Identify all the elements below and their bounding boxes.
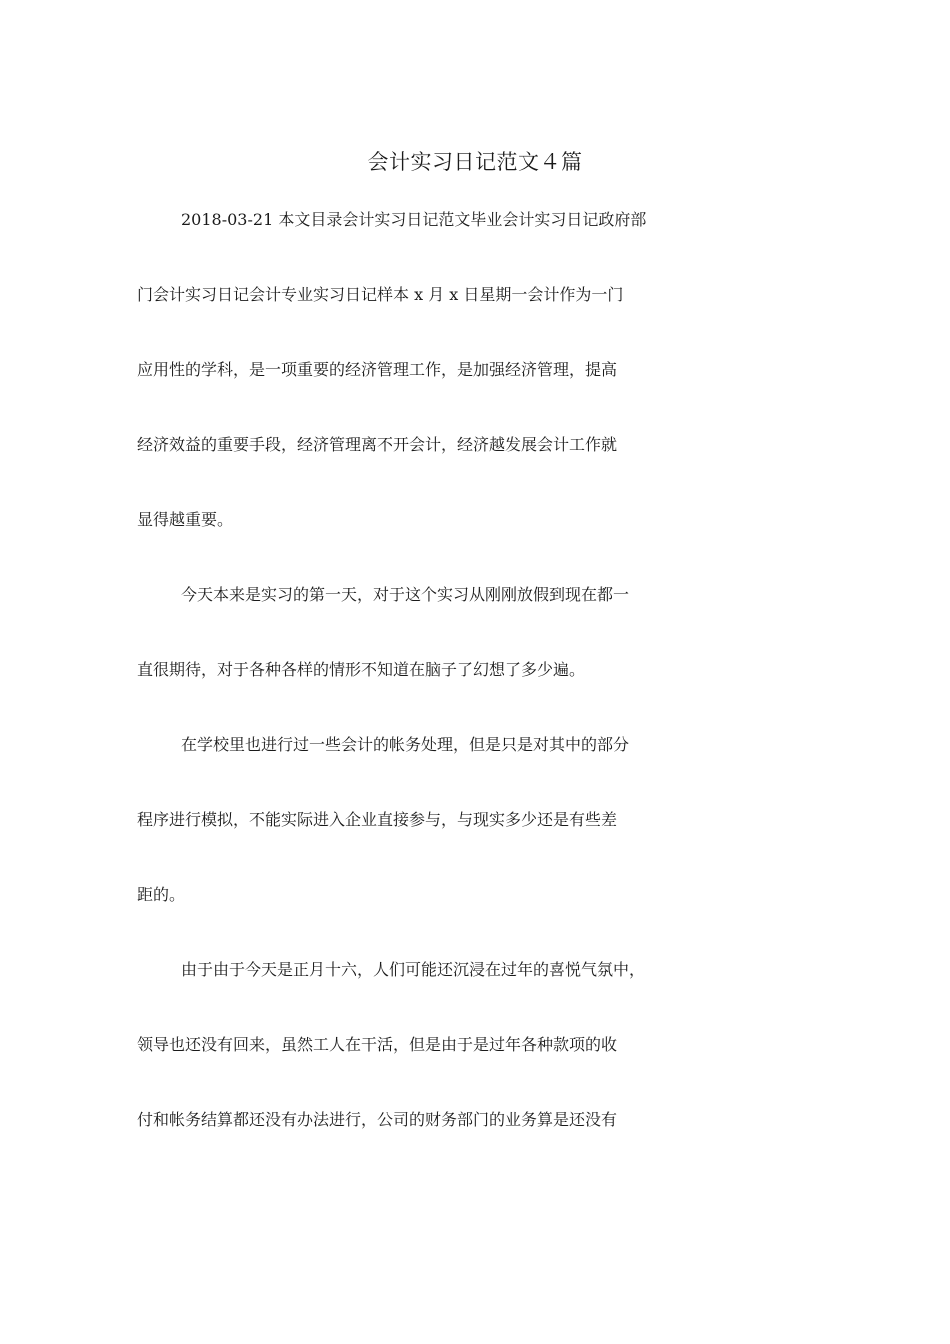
paragraph-1-line-5: 显得越重要。 bbox=[137, 510, 234, 529]
paragraph-3-line-1: 在学校里也进行过一些会计的帐务处理，但是只是对其中的部分 bbox=[181, 735, 630, 754]
paragraph-4-line-3: 付和帐务结算都还没有办法进行，公司的财务部门的业务算是还没有 bbox=[137, 1110, 618, 1129]
paragraph-1-line-4: 经济效益的重要手段，经济管理离不开会计，经济越发展会计工作就 bbox=[137, 435, 618, 454]
document-body bbox=[137, 207, 813, 1182]
paragraph-3-line-2: 程序进行模拟，不能实际进入企业直接参与，与现实多少还是有些差 bbox=[137, 810, 618, 829]
paragraph-1-line-1: 2018-03-21 本文目录会计实习日记范文毕业会计实习日记政府部 bbox=[181, 210, 647, 229]
paragraph-1-line-2: 门会计实习日记会计专业实习日记样本 x 月 x 日星期一会计作为一门 bbox=[137, 285, 624, 304]
paragraph-4-line-2: 领导也还没有回来，虽然工人在干活，但是由于是过年各种款项的收 bbox=[137, 1035, 618, 1054]
document-title: 会计实习日记范文４篇 bbox=[367, 150, 583, 174]
paragraph-2-line-1: 今天本来是实习的第一天，对于这个实习从刚刚放假到现在都一 bbox=[181, 585, 630, 604]
paragraph-4-line-1: 由于由于今天是正月十六，人们可能还沉浸在过年的喜悦气氛中， bbox=[181, 960, 646, 979]
paragraph-3-line-3: 距的。 bbox=[137, 885, 186, 904]
paragraph-2-line-2: 直很期待，对于各种各样的情形不知道在脑子了幻想了多少遍。 bbox=[137, 660, 586, 679]
paragraph-1-line-3: 应用性的学科，是一项重要的经济管理工作，是加强经济管理，提高 bbox=[137, 360, 618, 379]
